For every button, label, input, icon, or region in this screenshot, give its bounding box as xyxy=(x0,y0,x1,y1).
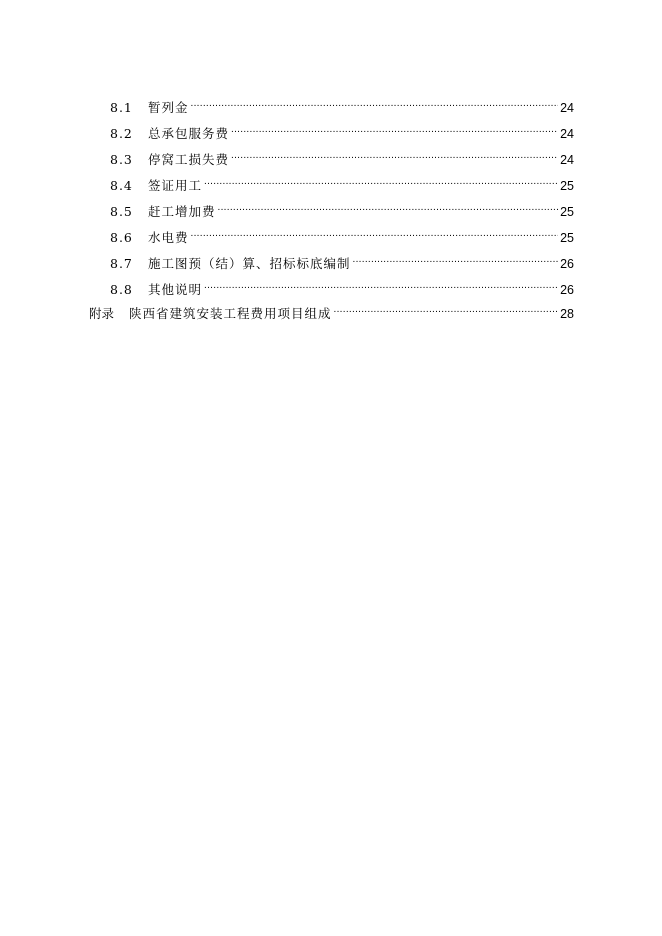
toc-dot-leader xyxy=(191,224,559,242)
toc-entry-page: 25 xyxy=(560,179,574,193)
toc-entry-number: 附录 xyxy=(89,306,115,321)
toc-dot-leader xyxy=(204,276,558,294)
toc-entry-number: 8.5 xyxy=(110,204,133,219)
toc-entry-page: 26 xyxy=(560,283,574,297)
toc-entry-page: 26 xyxy=(560,257,574,271)
toc-entry-number: 8.8 xyxy=(110,282,133,297)
toc-entry-number: 8.4 xyxy=(110,178,133,193)
toc-entry-8-7[interactable] xyxy=(110,250,574,271)
toc-dot-leader xyxy=(353,250,559,268)
toc-dot-leader xyxy=(191,94,559,112)
toc-entry-title: 其他说明 xyxy=(148,282,203,297)
toc-dot-leader xyxy=(218,198,559,216)
toc-entry-page: 28 xyxy=(560,307,574,321)
toc-entry-number: 8.6 xyxy=(110,230,133,245)
toc-entry-title: 总承包服务费 xyxy=(148,126,230,141)
toc-entry-8-6[interactable] xyxy=(110,224,574,245)
toc-entry-title: 水电费 xyxy=(148,230,189,245)
toc-entry-8-1[interactable] xyxy=(110,94,574,115)
toc-dot-leader xyxy=(231,120,558,138)
toc-entry-title: 暂列金 xyxy=(148,100,189,115)
toc-entry-page: 24 xyxy=(560,127,574,141)
toc-entry-page: 25 xyxy=(560,231,574,245)
toc-entry-8-5[interactable] xyxy=(110,198,574,219)
toc-entry-title: 施工图预（结）算、招标标底编制 xyxy=(148,256,351,271)
toc-entry-appendix[interactable] xyxy=(89,300,574,321)
toc-entry-number: 8.1 xyxy=(110,100,133,115)
toc-entry-number: 8.7 xyxy=(110,256,133,271)
toc-entry-title: 陕西省建筑安装工程费用项目组成 xyxy=(129,306,332,321)
toc-entry-page: 24 xyxy=(560,153,574,167)
toc-entry-8-8[interactable] xyxy=(110,276,574,297)
toc-entry-8-4[interactable] xyxy=(110,172,574,193)
toc-entry-title: 赶工增加费 xyxy=(148,204,216,219)
toc-entry-title: 签证用工 xyxy=(148,178,203,193)
toc-dot-leader xyxy=(231,146,558,164)
toc-entry-8-2[interactable] xyxy=(110,120,574,141)
toc-dot-leader xyxy=(204,172,558,190)
toc-entry-number: 8.3 xyxy=(110,152,133,167)
toc-dot-leader xyxy=(334,300,559,318)
toc-entry-title: 停窝工损失费 xyxy=(148,152,230,167)
toc-entry-8-3[interactable] xyxy=(110,146,574,167)
toc-entry-page: 25 xyxy=(560,205,574,219)
toc-entry-page: 24 xyxy=(560,101,574,115)
toc-entry-number: 8.2 xyxy=(110,126,133,141)
